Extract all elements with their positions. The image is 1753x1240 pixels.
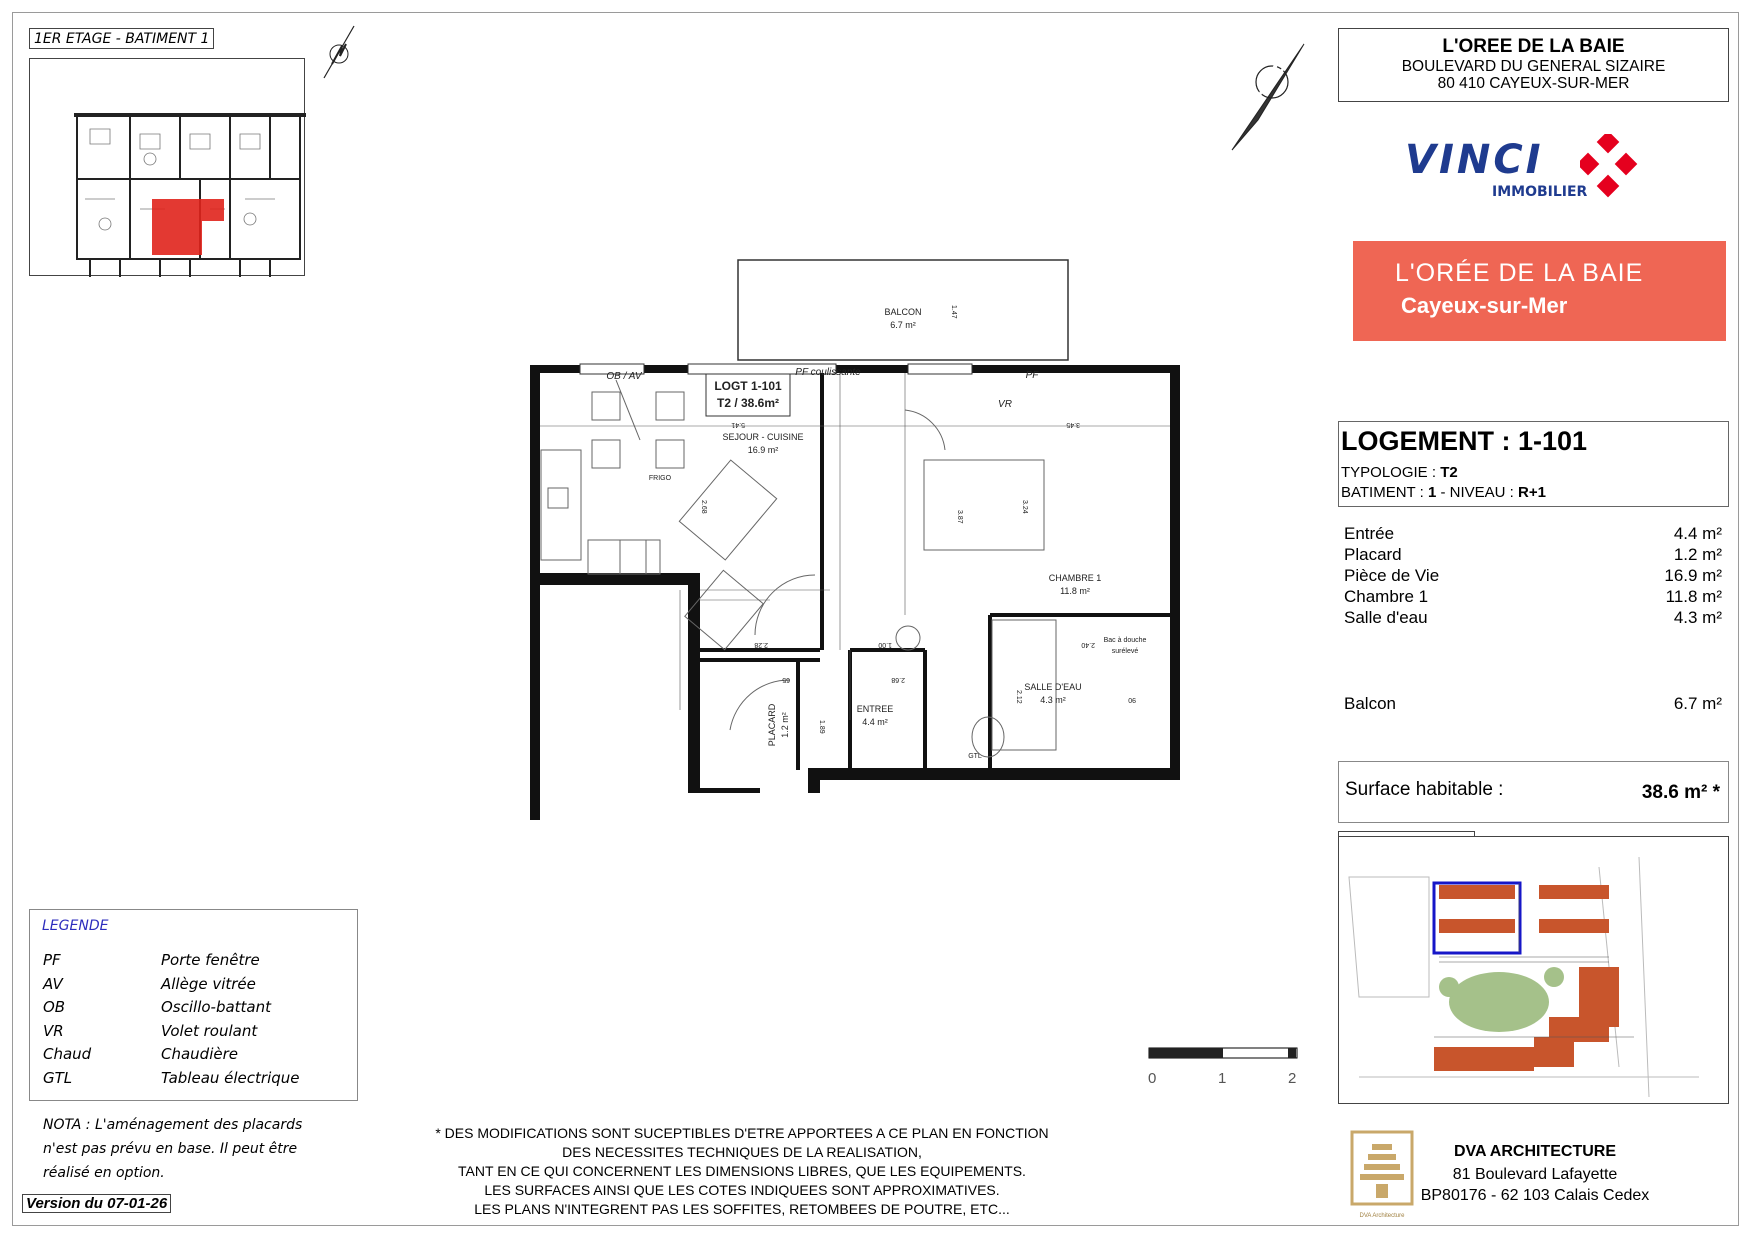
- scale-tick-0: 0: [1148, 1070, 1157, 1087]
- north-arrow-small-icon: [318, 24, 358, 80]
- legend-code: PF: [43, 951, 61, 969]
- balcon-label: BALCON: [884, 307, 922, 317]
- frigo-label: FRIGO: [648, 475, 672, 482]
- area-row-entree: [1344, 524, 1722, 544]
- floor-tag: [29, 28, 214, 49]
- area-value: 11.8 m²: [1665, 587, 1722, 606]
- address-line-2: 80 410 CAYEUX-SUR-MER: [1437, 75, 1630, 92]
- dim-387: 3.87: [956, 510, 963, 524]
- legend-code: GTL: [43, 1069, 73, 1087]
- gtl-label: GTL: [968, 753, 982, 760]
- area-name: Entrée: [1344, 524, 1395, 543]
- dim-324: 3.24: [1021, 500, 1028, 514]
- legend-title: LEGENDE: [42, 918, 109, 934]
- legend-desc: Volet roulant: [161, 1022, 258, 1040]
- area-name: Chambre 1: [1344, 587, 1429, 606]
- legend-code: OB: [43, 998, 66, 1016]
- address-line-1: BOULEVARD DU GENERAL SIZAIRE: [1401, 58, 1666, 75]
- area-value: 4.4 m²: [1673, 524, 1722, 543]
- floor-tag-text: 1ER ETAGE - BATIMENT 1: [34, 31, 210, 47]
- disclaimer-line-1: * DES MODIFICATIONS SONT SUCEPTIBLES D'ETRE APPORTEES A CE PLAN EN FONCTION: [435, 1125, 1049, 1141]
- dim-189: 1.89: [818, 720, 825, 734]
- scale-tick-2: 2: [1288, 1070, 1297, 1087]
- legend-item: [43, 1045, 238, 1063]
- dim-100: 1.00: [878, 641, 892, 648]
- dva-logo-icon: [1348, 1128, 1416, 1208]
- niveau-value: R+1: [1517, 484, 1546, 501]
- logement-batiment: [1341, 484, 1546, 501]
- project-banner: [1353, 241, 1726, 341]
- nota-line-2: n'est pas prévu en base. Il peut être: [43, 1141, 298, 1157]
- dim-240: 2.40: [1081, 641, 1095, 648]
- placard-label: PLACARD: [767, 703, 777, 747]
- area-value: 6.7 m²: [1673, 694, 1722, 713]
- chambre-label: CHAMBRE 1: [1048, 573, 1102, 583]
- area-row-salle-d-eau: [1344, 608, 1722, 628]
- entree-label: ENTREE: [856, 704, 894, 714]
- area-name: Salle d'eau: [1344, 608, 1428, 627]
- logement-title: LOGEMENT : 1-101: [1341, 426, 1588, 456]
- legend-code: Chaud: [43, 1045, 92, 1063]
- area-name: Pièce de Vie: [1344, 566, 1440, 585]
- dim-212: 2.12: [1015, 690, 1022, 704]
- typologie-value: T2: [1440, 464, 1458, 481]
- dim-268b: 2.68: [891, 676, 905, 683]
- disclaimer-line-3: TANT EN CE QUI CONCERNENT LES DIMENSIONS LIBRES, QUE LES EQUIPEMENTS.: [458, 1163, 1026, 1179]
- pf-coul-label: PF coulissante: [795, 367, 861, 378]
- sejour-area: 16.9 m²: [747, 445, 779, 455]
- legend-item: [43, 1022, 258, 1040]
- chambre-area: 11.8 m²: [1060, 586, 1090, 596]
- batiment-label: BATIMENT :: [1341, 484, 1428, 501]
- dim-345: 3.45: [1066, 421, 1080, 428]
- dim-65: 65: [782, 676, 790, 683]
- legend-item: [43, 951, 260, 969]
- key-plan-drawing: [30, 59, 306, 277]
- logt-line-1: LOGT 1-101: [714, 379, 782, 393]
- ob-av-label: OB / AV: [606, 371, 642, 382]
- scale-bar: [1148, 1046, 1298, 1086]
- legend-desc: Oscillo-battant: [161, 998, 272, 1016]
- area-name: Balcon: [1344, 694, 1396, 713]
- area-row-piece-de-vie: [1344, 566, 1722, 586]
- vinci-logo: [1400, 134, 1660, 204]
- placard-area: 1.2 m²: [780, 712, 790, 738]
- banner-line-1: L'ORÉE DE LA BAIE: [1395, 259, 1644, 287]
- sejour-label: SEJOUR - CUISINE: [722, 432, 804, 442]
- surface-box: [1338, 761, 1729, 823]
- disclaimer-line-2: DES NECESSITES TECHNIQUES DE LA REALISATION,: [562, 1144, 922, 1160]
- balcon-area: 6.7 m²: [890, 320, 916, 330]
- legend-desc: Allège vitrée: [161, 975, 256, 993]
- entree-area: 4.4 m²: [862, 717, 888, 727]
- disclaimer-line-4: LES SURFACES AINSI QUE LES COTES INDIQUEES SONT APPROXIMATIVES.: [484, 1182, 1000, 1198]
- key-plan: [29, 58, 305, 276]
- legend-desc: Porte fenêtre: [161, 951, 260, 969]
- legend-desc: Tableau électrique: [161, 1069, 300, 1087]
- area-row-placard: [1344, 545, 1722, 565]
- disclaimer-line-5: LES PLANS N'INTEGRENT PAS LES SOFFITES, RETOMBEES DE POUTRE, ETC...: [474, 1201, 1010, 1217]
- legend-item: [43, 975, 256, 993]
- legend-item: [43, 1069, 300, 1087]
- legend-item: [43, 998, 272, 1016]
- architect-name: DVA ARCHITECTURE: [1453, 1143, 1617, 1160]
- dim-147: 1.47: [950, 305, 957, 319]
- dim-228: 2.28: [754, 641, 768, 648]
- banner-line-2: Cayeux-sur-Mer: [1401, 293, 1568, 318]
- scale-tick-1: 1: [1218, 1070, 1227, 1087]
- surface-value: 38.6 m² *: [1641, 782, 1720, 803]
- scale-bar-graphic: [1148, 1047, 1298, 1059]
- vr-label: VR: [998, 399, 1012, 410]
- project-title: L'OREE DE LA BAIE: [1442, 36, 1625, 57]
- bac-label-2: surélevé: [1111, 648, 1139, 655]
- logt-line-2: T2 / 38.6m²: [716, 396, 780, 410]
- logement-typologie: [1341, 464, 1458, 481]
- version-text: Version du 07-01-26: [26, 1195, 168, 1212]
- surface-label: Surface habitable :: [1345, 779, 1504, 800]
- bac-label: Bac à douche: [1103, 637, 1147, 644]
- vinci-immobilier: IMMOBILIER: [1492, 184, 1588, 200]
- area-value: 16.9 m²: [1664, 566, 1722, 585]
- legend-desc: Chaudière: [161, 1045, 238, 1063]
- highlighted-unit: [152, 199, 202, 255]
- nota-line-3: réalisé en option.: [43, 1165, 165, 1181]
- north-arrow-large-icon: [1228, 40, 1308, 152]
- typologie-label: TYPOLOGIE :: [1341, 464, 1441, 481]
- area-row-chambre-1: [1344, 587, 1722, 607]
- area-name: Placard: [1344, 545, 1402, 564]
- legend-code: VR: [43, 1022, 64, 1040]
- vinci-wordmark: VINCI: [1405, 137, 1544, 183]
- legend-code: AV: [43, 975, 63, 993]
- area-value: 1.2 m²: [1673, 545, 1722, 564]
- dim-90: 90: [1128, 696, 1136, 703]
- area-row-balcon: [1344, 694, 1722, 714]
- dim-268: 2.68: [700, 500, 707, 514]
- site-plan-drawing: [1339, 837, 1728, 1103]
- dva-logo-text: DVA Architecture: [1359, 1213, 1405, 1219]
- niveau-label: - NIVEAU :: [1436, 484, 1518, 501]
- architect-line-2: BP80176 - 62 103 Calais Cedex: [1420, 1187, 1650, 1204]
- dim-541: 5.41: [731, 421, 745, 428]
- area-value: 4.3 m²: [1673, 608, 1722, 627]
- address-box: [1338, 28, 1729, 102]
- architect-line-1: 81 Boulevard Lafayette: [1452, 1166, 1618, 1183]
- nota-line-1: NOTA : L'aménagement des placards: [43, 1117, 303, 1133]
- dva-logo: [1348, 1128, 1416, 1218]
- vinci-cross-icon: [1580, 134, 1640, 198]
- sde-label: SALLE D'EAU: [1024, 682, 1082, 692]
- site-plan: [1338, 836, 1729, 1104]
- sde-area: 4.3 m²: [1040, 695, 1066, 705]
- version-box: [22, 1194, 171, 1213]
- batiment-value: 1: [1427, 484, 1437, 501]
- floor-plan: [520, 250, 1190, 820]
- pf-label: PF: [1025, 370, 1039, 381]
- logement-box: [1338, 421, 1729, 507]
